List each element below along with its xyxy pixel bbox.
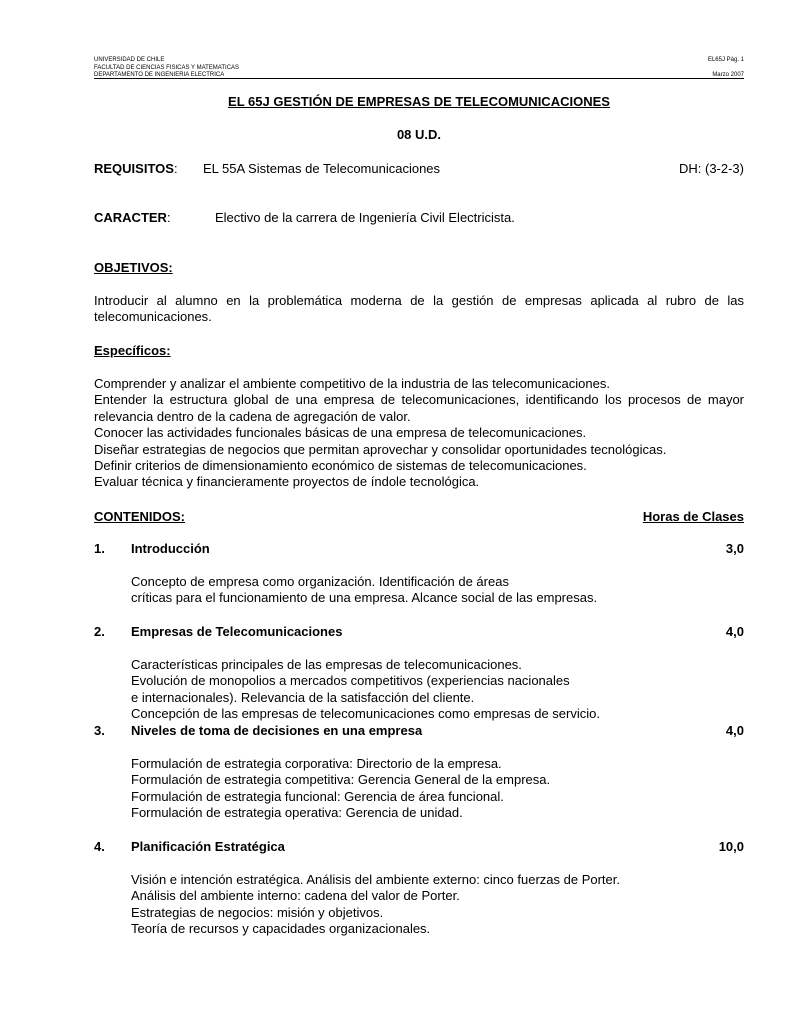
section-line: Visión e intención estratégica. Análisis del ambiente externo: cinco fuerzas de Porter. (131, 872, 620, 887)
section-3-body (131, 756, 751, 822)
section-number: 2. (94, 624, 105, 639)
section-line: Formulación de estrategia corporativa: Directorio de la empresa. (131, 756, 502, 771)
especifico-item: Comprender y analizar el ambiente competitivo de la industria de las telecomunicaciones. (94, 376, 610, 391)
especifico-item: Diseñar estrategias de negocios que permitan aprovechar y consolidar oportunidades tecnológicas. (94, 441, 667, 457)
especifico-item: Conocer las actividades funcionales básicas de una empresa de telecomunicaciones. (94, 425, 587, 441)
caracter-label: CARACTER (94, 210, 167, 225)
department-name: DEPARTAMENTO DE INGENIERIA ELECTRICA (94, 72, 225, 78)
especificos-list (94, 376, 744, 491)
section-title: Niveles de toma de decisiones en una empresa (131, 723, 423, 738)
section-line: e internacionales). Relevancia de la satisfacción del cliente. (131, 689, 475, 705)
contenidos-heading: CONTENIDOS: (94, 509, 185, 524)
section-line: Estrategias de negocios: misión y objetivos. (131, 904, 384, 920)
section-title: Empresas de Telecomunicaciones (131, 624, 343, 639)
requisitos-row (94, 161, 744, 176)
header-divider (94, 78, 744, 79)
section-line: Análisis del ambiente interno: cadena del valor de Porter. (131, 888, 460, 904)
section-title: Planificación Estratégica (131, 839, 285, 854)
course-title: EL 65J GESTIÓN DE EMPRESAS DE TELECOMUNICACIONES (228, 94, 610, 109)
faculty-name: FACULTAD DE CIENCIAS FISICAS Y MATEMATICAS (94, 64, 240, 71)
section-hours: 3,0 (725, 541, 744, 556)
section-2-body (131, 657, 751, 723)
objetivos-heading: OBJETIVOS: (94, 260, 173, 275)
institution-block (94, 57, 239, 80)
section-line: Concepción de las empresas de telecomunicaciones como empresas de servicio. (131, 706, 600, 722)
section-line: Formulación de estrategia operativa: Gerencia de unidad. (131, 805, 463, 821)
section-number: 4. (94, 839, 105, 854)
section-number: 1. (94, 541, 105, 556)
section-1-body (131, 574, 751, 607)
section-line: Formulación de estrategia funcional: Gerencia de área funcional. (131, 788, 504, 804)
section-4-body (131, 872, 751, 938)
section-line: Teoría de recursos y capacidades organizacionales. (131, 921, 431, 937)
section-hours: 10,0 (718, 839, 744, 854)
section-line: Evolución de monopolios a mercados competitivos (experiencias nacionales (131, 673, 570, 689)
caracter-colon: : (166, 210, 171, 225)
course-page-number: EL65J Pág. 1 (707, 57, 744, 63)
section-title: Introducción (131, 541, 210, 556)
especifico-item: Entender la estructura global de una empresa de telecomunicaciones, identificando los procesos de mayor relevancia dentro de la cadena de agregación de valor. (94, 392, 744, 424)
university-name: UNIVERSIDAD DE CHILE (94, 57, 165, 63)
section-line: Formulación de estrategia competitiva: Gerencia General de la empresa. (131, 772, 551, 788)
dh-value: DH: (3-2-3) (678, 161, 744, 176)
caracter-row (94, 210, 744, 225)
requisitos-value: EL 55A Sistemas de Telecomunicaciones (203, 161, 441, 176)
section-line: Concepto de empresa como organización. Identificación de áreas (131, 574, 509, 589)
requisitos-colon: : (173, 161, 178, 176)
section-number: 3. (94, 723, 105, 738)
document-date: Marzo 2007 (712, 72, 744, 78)
especifico-item: Evaluar técnica y financieramente proyectos de índole tecnológica. (94, 474, 480, 490)
page-meta (708, 57, 744, 80)
section-line: Características principales de las empresas de telecomunicaciones. (131, 657, 522, 672)
section-hours: 4,0 (725, 723, 744, 738)
objetivos-text: Introducir al alumno en la problemática moderna de la gestión de empresas aplicada al rubro de las telecomunicaciones. (94, 293, 744, 325)
section-line: críticas para el funcionamiento de una empresa. Alcance social de las empresas. (131, 590, 598, 606)
hours-heading: Horas de Clases (642, 509, 744, 524)
contenidos-header-row (94, 509, 744, 524)
requisitos-label: REQUISITOS (94, 161, 174, 176)
especificos-heading: Específicos: (94, 343, 171, 358)
course-units: 08 U.D. (396, 127, 442, 142)
especifico-item: Definir criterios de dimensionamiento económico de sistemas de telecomunicaciones. (94, 458, 587, 474)
section-hours: 4,0 (725, 624, 744, 639)
caracter-value: Electivo de la carrera de Ingeniería Civil Electricista. (215, 210, 515, 225)
